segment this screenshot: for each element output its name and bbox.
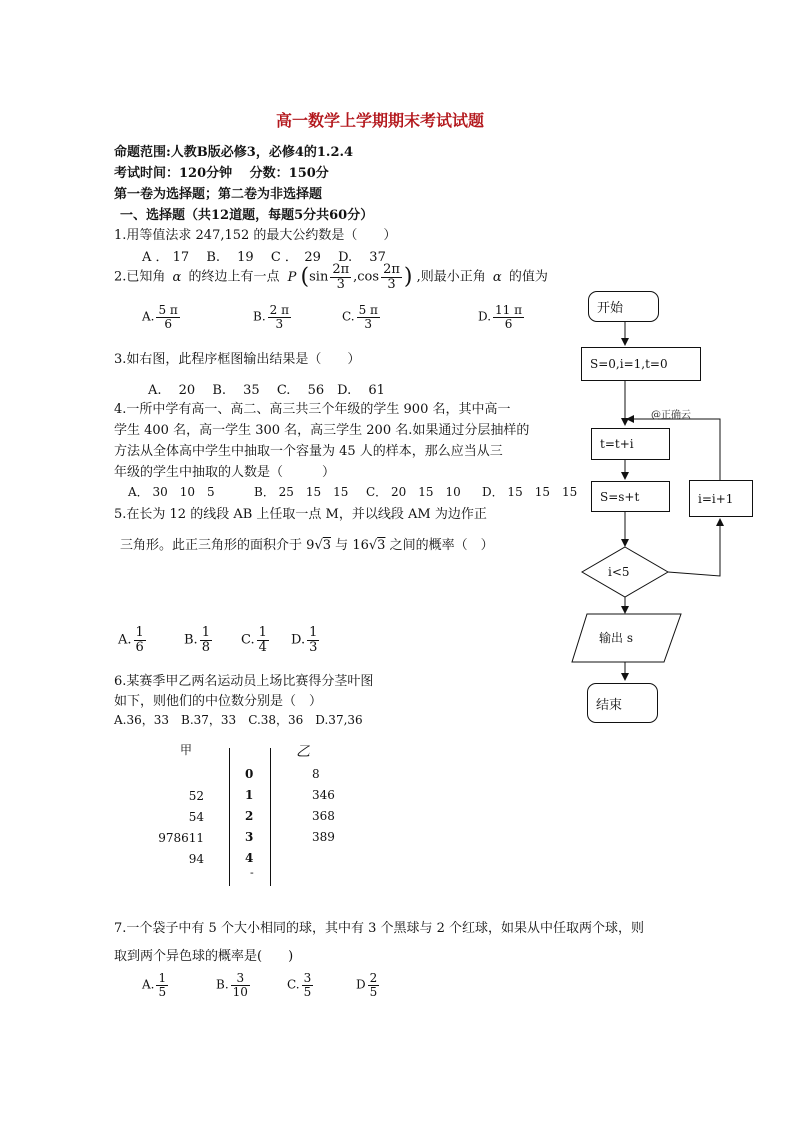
- q4-line2: 学生 400 名，高一学生 300 名，高三学生 200 名.如果通过分层抽样的: [114, 423, 530, 438]
- q4-line4: 年级的学生中抽取的人数是（ ）: [114, 465, 336, 480]
- q4-line1: 4.一所中学有高一、高二、高三共三个年级的学生 900 名，其中高一: [114, 402, 511, 417]
- q7-option-c: C. $\frac{3}{5}$: [287, 971, 312, 999]
- stem-leaf-dash: -: [250, 866, 254, 879]
- q2-option-a: A. $\frac{5 \pi}{6}$: [142, 303, 178, 331]
- stem-leaf-stem: 4: [245, 851, 254, 865]
- q5-line1: 5.在长为 12 的线段 AB 上任取一点 M，并以线段 AM 为边作正: [114, 507, 487, 522]
- q6-line1: 6.某赛季甲乙两名运动员上场比赛得分茎叶图: [114, 674, 374, 689]
- q4-option-c: C． 20 15 10: [366, 485, 461, 499]
- q4-option-a: A． 30 10 5: [128, 485, 215, 499]
- q5-option-d: D. $\frac{1}{3}$: [291, 625, 318, 655]
- flowchart-end: 结束: [587, 683, 658, 723]
- flowchart-output: 输出 s: [599, 631, 633, 645]
- flowchart-condition: i<5: [608, 565, 630, 579]
- stem-leaf-stem: 3: [245, 830, 254, 844]
- q7-option-d: D $\frac{2}{5}$: [356, 971, 378, 999]
- q3-options: A. 20 B. 35 C. 56 D. 61: [148, 383, 385, 398]
- q2-option-d: D. $\frac{11 \pi}{6}$: [478, 303, 522, 331]
- exam-time-score: 考试时间：120分钟 分数：150分: [114, 166, 329, 181]
- flowchart-start: 开始: [588, 291, 659, 322]
- q6-line2: 如下，则他们的中位数分别是（ ）: [114, 694, 323, 709]
- q6-options: A.36，33 B.37，33 C.38，36 D.37,36: [114, 713, 363, 727]
- stem-leaf-left-row: 94: [188, 852, 204, 866]
- q7-option-a: A. $\frac{1}{5}$: [142, 971, 167, 999]
- stem-leaf-stem: 2: [245, 809, 254, 823]
- q1-options: A ． 17 B. 19 C ． 29 D. 37: [142, 250, 386, 265]
- exam-scope: 命题范围:人教B版必修3，必修4的1.2.4: [114, 145, 354, 160]
- flowchart-step-s: S=s+t: [591, 481, 670, 512]
- stem-leaf-right-row: 346: [312, 788, 335, 802]
- stem-leaf-right-row: 368: [312, 809, 335, 823]
- q4-line3: 方法从全体高中学生中抽取一个容量为 45 人的样本，那么应当从三: [114, 444, 503, 459]
- q7-line1: 7.一个袋子中有 5 个大小相同的球，其中有 3 个黑球与 2 个红球，如果从中任取两个球，则: [114, 921, 645, 936]
- stem-leaf-stem: 1: [245, 788, 254, 802]
- arrow-cond-incr: [668, 519, 720, 576]
- watermark: @正确云: [651, 410, 691, 421]
- stem-leaf-right-row: 8: [312, 767, 320, 781]
- stem-leaf-right-row: 389: [312, 830, 335, 844]
- q2-option-c: C. $\frac{5 \pi}{3}$: [342, 303, 378, 331]
- stem-leaf-left-row: 54: [188, 810, 204, 824]
- flowchart-step-t: t=t+i: [591, 428, 670, 460]
- q7-option-b: B. $\frac{3}{10}$: [216, 971, 248, 999]
- q4-option-b: B． 25 15 15: [254, 485, 349, 499]
- exam-volumes: 第一卷为选择题；第二卷为非选择题: [114, 187, 323, 202]
- q5-line2: 三角形。此正三角形的面积介于 9√3 与 16√3 之间的概率（ ）: [120, 538, 494, 553]
- section-heading: 一、选择题（共12道题，每题5分共60分）: [120, 208, 374, 223]
- q3-stem: 3.如右图，此程序框图输出结果是（ ）: [114, 352, 361, 367]
- flowchart-increment: i=i+1: [689, 480, 753, 517]
- q5-option-c: C. $\frac{1}{4}$: [241, 625, 267, 655]
- q7-line2: 取到两个异色球的概率是( ): [114, 949, 294, 964]
- q5-option-b: B. $\frac{1}{8}$: [184, 625, 210, 655]
- q5-option-a: A. $\frac{1}{6}$: [118, 625, 144, 655]
- q2-stem: 2.已知角 α 的终边上有一点 P (sin $\frac{2\pi}{3}$ ,cos $\frac{2\pi}{3}$ ) ,则最小正角 α 的值为: [114, 262, 548, 292]
- stem-leaf-right-header: 乙: [296, 744, 310, 760]
- stem-leaf-left-row: 978611: [158, 831, 204, 845]
- page-title: 高一数学上学期期末考试试题: [276, 111, 485, 130]
- q4-option-d: D． 15 15 15: [482, 485, 578, 499]
- stem-leaf-left-row: 52: [188, 789, 204, 803]
- q1-stem: 1.用等值法求 247,152 的最大公约数是（ ）: [114, 228, 397, 243]
- q2-option-b: B. $\frac{2 \pi}{3}$: [253, 303, 289, 331]
- stem-leaf-left-header: 甲: [180, 743, 193, 757]
- flowchart-init: S=0,i=1,t=0: [581, 347, 701, 381]
- stem-leaf-stem: 0: [245, 767, 254, 781]
